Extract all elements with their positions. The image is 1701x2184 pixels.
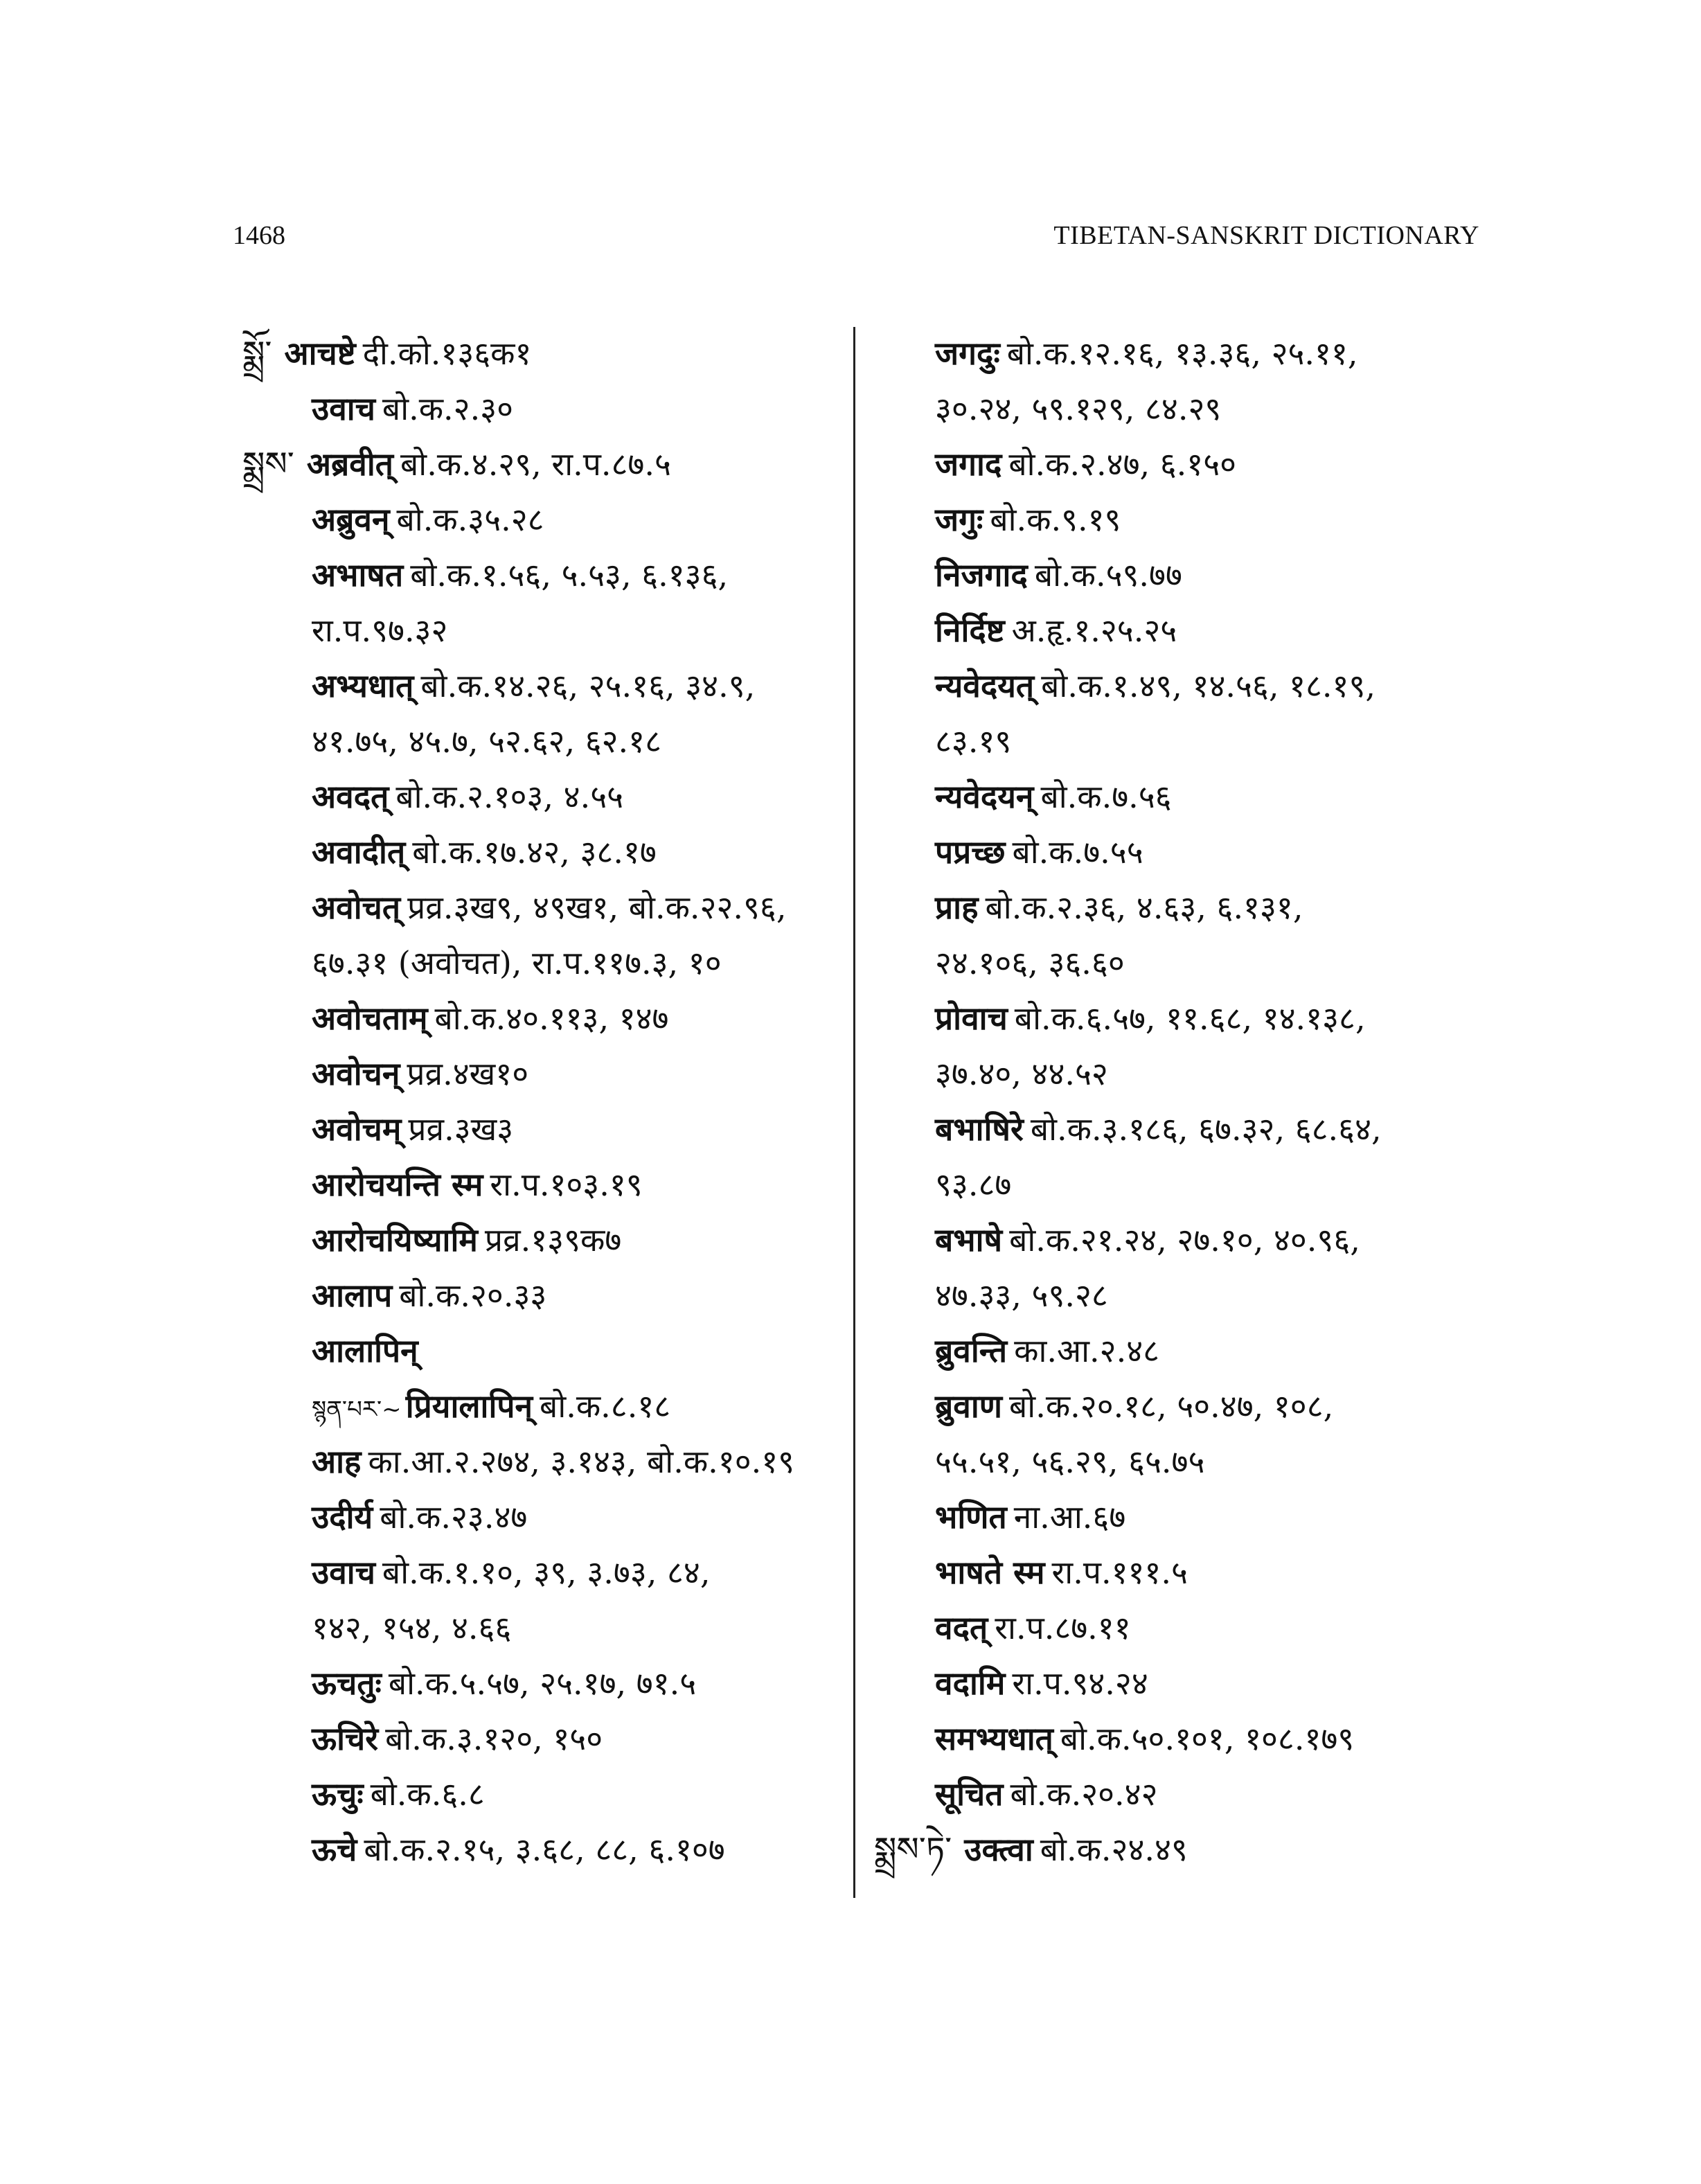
entry-line	[242, 1212, 796, 1268]
sanskrit-term: ऊचिरे	[312, 1720, 379, 1757]
entry-line	[880, 1101, 1461, 1157]
entry-line	[880, 991, 1461, 1046]
sanskrit-term: निर्दिष्ट	[935, 612, 1005, 649]
entry-line	[242, 436, 796, 492]
source-reference: बो.क.३५.२८	[396, 501, 544, 538]
entry-line	[880, 1655, 1461, 1711]
sanskrit-term: न्यवेदयत्	[935, 667, 1035, 704]
source-reference: ९३.८७	[935, 1166, 1012, 1203]
entry-line	[242, 492, 796, 547]
source-reference: बो.क.२.३६, ४.६३, ६.१३१,	[985, 889, 1303, 926]
entry-line	[880, 1157, 1461, 1212]
source-reference: बो.क.१४.२६, २५.१६, ३४.९,	[420, 667, 756, 704]
entry-line	[880, 769, 1461, 824]
entry-line	[242, 658, 796, 713]
entry-line	[880, 1378, 1461, 1434]
sanskrit-term: बभाषिरे	[935, 1110, 1024, 1148]
source-reference: बो.क.४०.११३, १४७	[434, 1000, 669, 1037]
sanskrit-term: पप्रच्छ	[935, 833, 1006, 871]
entry-line	[880, 1600, 1461, 1655]
entry-line	[242, 1489, 796, 1545]
column-divider	[853, 327, 855, 1898]
sanskrit-term: अभाषत	[312, 556, 404, 594]
sanskrit-term: अवदत्	[312, 778, 389, 815]
entry-line	[880, 326, 1461, 381]
source-reference: बो.क.८.१८	[540, 1387, 671, 1425]
entry-line	[880, 492, 1461, 547]
source-reference: ३०.२४, ५९.१२९, ८४.२९	[935, 390, 1222, 427]
entry-line	[880, 603, 1461, 658]
entry-line	[242, 326, 796, 381]
source-reference: बो.क.२.३०	[382, 390, 514, 427]
sanskrit-term: अवोचन्	[312, 1055, 400, 1092]
source-reference: बो.क.२.१०३, ४.५५	[395, 778, 624, 815]
source-reference: बो.क.२.१५, ३.६८, ८८, ६.१०७	[364, 1831, 725, 1868]
entry-line	[242, 1268, 796, 1323]
page-header	[233, 220, 1479, 262]
source-reference: बो.क.६.८	[370, 1775, 485, 1813]
entry-line	[880, 713, 1461, 769]
entry-line	[880, 880, 1461, 935]
sanskrit-term: समभ्यधात्	[935, 1720, 1053, 1757]
source-reference: बो.क.१.१०, ३९, ३.७३, ८४,	[382, 1554, 711, 1591]
entry-line	[880, 1046, 1461, 1101]
sanskrit-term: जगाद	[935, 445, 1002, 483]
source-reference: रा.प.९७.३२	[312, 612, 448, 649]
sanskrit-term: बभाषे	[935, 1221, 1003, 1259]
entry-line	[242, 1323, 796, 1378]
entry-line	[242, 713, 796, 769]
sanskrit-term: आरोचयिष्यामि	[312, 1221, 478, 1259]
entry-line	[242, 1711, 796, 1766]
source-reference: ६७.३१ (अवोचत), रा.प.११७.३, १०	[312, 944, 722, 982]
tibetan-headword: སྨྲས་	[242, 445, 294, 483]
entry-line	[242, 1101, 796, 1157]
sanskrit-term: ऊचतुः	[312, 1664, 382, 1702]
tibetan-compound: སྙན་པར་~	[312, 1396, 402, 1423]
sanskrit-term: वदामि	[935, 1664, 1006, 1702]
sanskrit-term: उक्त्वा	[964, 1831, 1033, 1868]
entry-line	[880, 824, 1461, 880]
sanskrit-term: ऊचुः	[312, 1775, 364, 1813]
entry-line	[880, 1489, 1461, 1545]
entry-line	[242, 1378, 796, 1434]
entry-line	[880, 547, 1461, 603]
sanskrit-term: वदत्	[935, 1609, 988, 1646]
sanskrit-term: अवादीत्	[312, 833, 406, 871]
source-reference: बो.क.२४.४९	[1040, 1831, 1188, 1868]
source-reference: प्रव्र.१३९क७	[484, 1221, 622, 1259]
source-reference: ४७.३३, ५९.२८	[935, 1277, 1108, 1314]
source-reference: का.आ.२.४८	[1014, 1332, 1160, 1369]
sanskrit-term: उवाच	[312, 390, 375, 427]
entry-line	[880, 935, 1461, 991]
entry-line	[242, 1434, 796, 1489]
entry-line	[242, 603, 796, 658]
sanskrit-term: अवोचम्	[312, 1110, 402, 1148]
sanskrit-term: अब्रवीत्	[306, 445, 394, 483]
source-reference: बो.क.५०.१०१, १०८.१७९	[1060, 1720, 1355, 1757]
source-reference: बो.क.३.१८६, ६७.३२, ६८.६४,	[1030, 1110, 1382, 1148]
sanskrit-term: जगुः	[935, 501, 983, 538]
entry-line	[880, 1545, 1461, 1600]
sanskrit-term: भणित	[935, 1498, 1007, 1536]
sanskrit-term: आलाप	[312, 1277, 393, 1314]
source-reference: बो.क.२.४७, ६.१५०	[1008, 445, 1237, 483]
source-reference: दी.को.१३६क१	[362, 335, 532, 372]
entry-line	[880, 1711, 1461, 1766]
source-reference: ४१.७५, ४५.७, ५२.६२, ६२.१८	[312, 722, 662, 760]
source-reference: बो.क.१७.४२, ३८.१७	[412, 833, 657, 871]
source-reference: २४.१०६, ३६.६०	[935, 944, 1125, 982]
source-reference: बो.क.५.५७, २५.१७, ७१.५	[388, 1664, 697, 1702]
source-reference: रा.प.८७.११	[995, 1609, 1131, 1646]
entry-line	[242, 935, 796, 991]
source-reference: बो.क.५९.७७	[1034, 556, 1182, 594]
sanskrit-term: आह	[312, 1443, 362, 1480]
sanskrit-term: निजगाद	[935, 556, 1028, 594]
source-reference: रा.प.१११.५	[1051, 1554, 1188, 1591]
sanskrit-term: आरोचयन्ति स्म	[312, 1166, 483, 1203]
sanskrit-term: भाषते स्म	[935, 1554, 1045, 1591]
entry-line	[242, 880, 796, 935]
entry-line	[242, 547, 796, 603]
source-reference: बो.क.४.२९, रा.प.८७.५	[400, 445, 671, 483]
entry-line	[880, 658, 1461, 713]
source-reference: ५५.५१, ५६.२९, ६५.७५	[935, 1443, 1205, 1480]
sanskrit-term: ब्रुवन्ति	[935, 1332, 1008, 1369]
sanskrit-term: न्यवेदयन्	[935, 778, 1034, 815]
source-reference: १४२, १५४, ४.६६	[312, 1609, 512, 1646]
entry-line	[242, 991, 796, 1046]
source-reference: बो.क.२०.३३	[399, 1277, 547, 1314]
sanskrit-term: ब्रुवाण	[935, 1387, 1003, 1425]
entry-line	[242, 1046, 796, 1101]
source-reference: बो.क.२०.१८, ५०.४७, १०८,	[1009, 1387, 1334, 1425]
entry-line	[242, 1655, 796, 1711]
entry-line	[242, 381, 796, 436]
entry-line	[242, 1600, 796, 1655]
left-column	[242, 326, 796, 1877]
sanskrit-term: आचष्टे	[284, 335, 356, 372]
source-reference: अ.हृ.१.२५.२५	[1011, 612, 1177, 649]
tibetan-headword: སྨྲོ་	[242, 334, 272, 373]
sanskrit-term: जगदुः	[935, 335, 1000, 372]
running-title: TIBETAN-SANSKRIT DICTIONARY	[1053, 221, 1479, 250]
source-reference: बो.क.३.१२०, १५०	[385, 1720, 603, 1757]
sanskrit-term: अवोचताम्	[312, 1000, 428, 1037]
entry-line	[880, 381, 1461, 436]
page-number: 1468	[233, 221, 285, 250]
sanskrit-term: प्रोवाच	[935, 1000, 1008, 1037]
entry-line	[880, 1268, 1461, 1323]
source-reference: ना.आ.६७	[1013, 1498, 1126, 1536]
right-column	[874, 326, 1461, 1877]
entry-line	[880, 1323, 1461, 1378]
sanskrit-term: प्रियालापिन्	[405, 1387, 533, 1425]
source-reference: प्रव्र.३ख३	[408, 1110, 514, 1148]
entry-line	[880, 436, 1461, 492]
source-reference: ८३.१९	[935, 722, 1012, 760]
source-reference: बो.क.६.५७, ११.६८, १४.१३८,	[1014, 1000, 1366, 1037]
sanskrit-term: अब्रुवन्	[312, 501, 390, 538]
entry-line	[880, 1212, 1461, 1268]
tibetan-headword: སྨྲས་ཏེ་	[874, 1830, 952, 1869]
source-reference: बो.क.१२.१६, १३.३६, २५.११,	[1006, 335, 1358, 372]
sanskrit-term: ऊचे	[312, 1831, 357, 1868]
entry-line	[242, 1822, 796, 1877]
source-reference: ३७.४०, ४४.५२	[935, 1055, 1108, 1092]
source-reference: प्रव्र.३ख९, ४९ख१, बो.क.२२.९६,	[407, 889, 787, 926]
source-reference: बो.क.९.१९	[990, 501, 1121, 538]
sanskrit-term: अभ्यधात्	[312, 667, 414, 704]
source-reference: रा.प.९४.२४	[1012, 1664, 1148, 1702]
entry-line	[242, 824, 796, 880]
sanskrit-term: सूचित	[935, 1775, 1004, 1813]
source-reference: बो.क.१.४९, १४.५६, १८.१९,	[1041, 667, 1376, 704]
source-reference: बो.क.२१.२४, २७.१०, ४०.९६,	[1009, 1221, 1360, 1259]
sanskrit-term: आलापिन्	[312, 1332, 418, 1369]
sanskrit-term: उदीर्य	[312, 1498, 373, 1536]
source-reference: प्रव्र.४ख१०	[407, 1055, 529, 1092]
source-reference: बो.क.७.५६	[1040, 778, 1172, 815]
sanskrit-term: उवाच	[312, 1554, 375, 1591]
entry-line	[242, 1157, 796, 1212]
entry-line	[880, 1766, 1461, 1822]
source-reference: रा.प.१०३.१९	[490, 1166, 643, 1203]
source-reference: बो.क.७.५५	[1012, 833, 1143, 871]
sanskrit-term: प्राह	[935, 889, 979, 926]
entry-line	[242, 1545, 796, 1600]
entry-line	[242, 1766, 796, 1822]
entry-line	[874, 1822, 1461, 1877]
sanskrit-term: अवोचत्	[312, 889, 401, 926]
entry-line	[242, 769, 796, 824]
source-reference: का.आ.२.२७४, ३.१४३, बो.क.१०.१९	[368, 1443, 795, 1480]
source-reference: बो.क.१.५६, ५.५३, ६.१३६,	[410, 556, 729, 594]
source-reference: बो.क.२३.४७	[380, 1498, 528, 1536]
entry-line	[880, 1434, 1461, 1489]
source-reference: बो.क.२०.४२	[1010, 1775, 1158, 1813]
